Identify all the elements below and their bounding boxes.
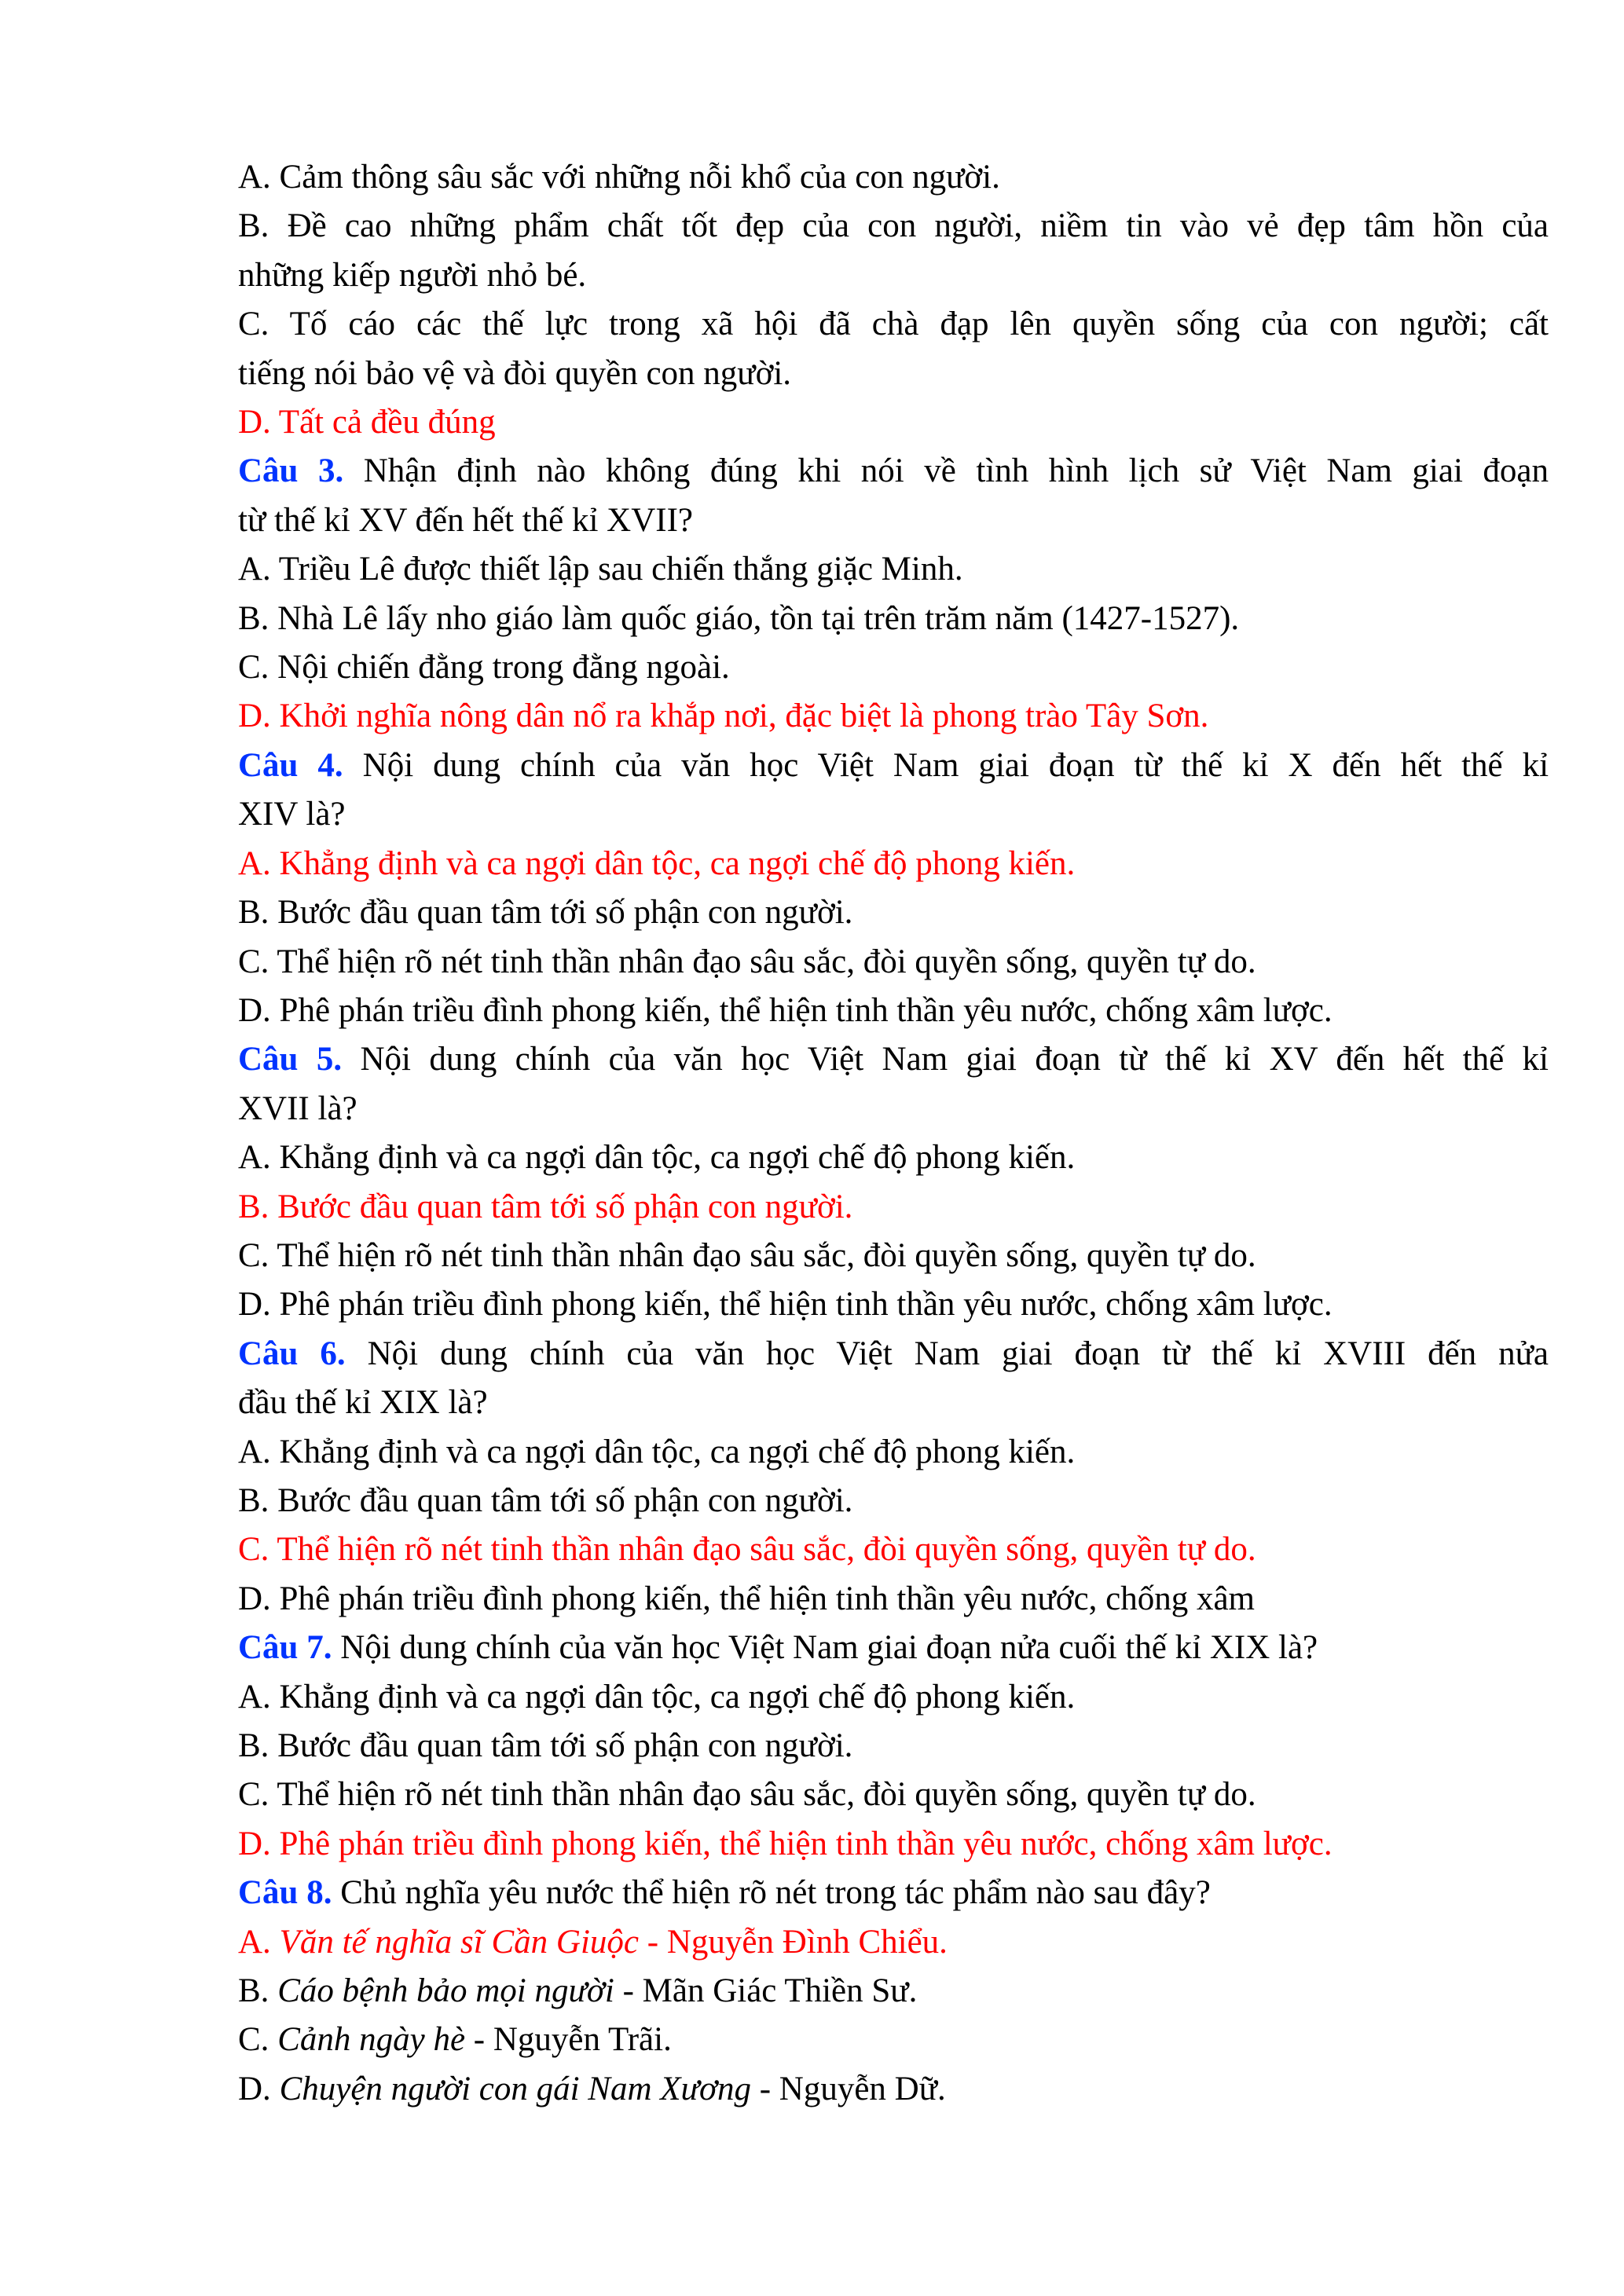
question-number: Câu 4. bbox=[238, 746, 343, 784]
q3-option-a: A. Triều Lê được thiết lập sau chiến thắng giặc Minh. bbox=[238, 551, 963, 588]
q5-option-c: C. Thể hiện rõ nét tinh thần nhân đạo sâu sắc, đòi quyền sống, quyền tự do. bbox=[238, 1236, 1256, 1274]
option-a: A. Cảm thông sâu sắc với những nỗi khổ của con người. bbox=[238, 159, 1000, 196]
q3-option-d-correct: D. Khởi nghĩa nông dân nổ ra khắp nơi, đặc biệt là phong trào Tây Sơn. bbox=[238, 698, 1209, 735]
question-4 bbox=[238, 742, 1549, 790]
q6-option-a: A. Khẳng định và ca ngợi dân tộc, ca ngợi chế độ phong kiến. bbox=[238, 1433, 1076, 1470]
work-title: Văn tế nghĩa sĩ Cần Giuộc bbox=[279, 1923, 640, 1961]
question-5 bbox=[238, 1035, 1549, 1084]
q3-option-b: B. Nhà Lê lấy nho giáo làm quốc giáo, tồn tại trên trăm năm (1427-1527). bbox=[238, 599, 1240, 637]
q8-option-a-correct bbox=[238, 1918, 1549, 1967]
q4-option-b: B. Bước đầu quan tâm tới số phận con người. bbox=[238, 894, 853, 932]
question-8 bbox=[238, 1869, 1549, 1917]
question-3-continuation: từ thế kỉ XV đến hết thế kỉ XVII? bbox=[238, 501, 693, 539]
option-letter: D. bbox=[238, 2070, 280, 2107]
q4-option-d: D. Phê phán triều đình phong kiến, thể hiện tinh thần yêu nước, chống xâm lược. bbox=[238, 991, 1333, 1029]
question-6-continuation: đầu thế kỉ XIX là? bbox=[238, 1384, 488, 1422]
q5-option-b-correct: B. Bước đầu quan tâm tới số phận con người. bbox=[238, 1188, 853, 1225]
q8-option-b bbox=[238, 1967, 1549, 2016]
work-author: - Nguyễn Dữ. bbox=[750, 2070, 946, 2107]
option-b-continuation: những kiếp người nhỏ bé. bbox=[238, 256, 587, 294]
work-title: Cảnh ngày hè bbox=[277, 2021, 466, 2059]
question-text: Nội dung chính của văn học Việt Nam giai đoạn từ thế kỉ XV đến hết thế kỉ bbox=[342, 1041, 1549, 1078]
option-b: B. Đề cao những phẩm chất tốt đẹp của con người, niềm tin vào vẻ đẹp tâm hồn của bbox=[238, 207, 1549, 245]
q7-option-b: B. Bước đầu quan tâm tới số phận con người. bbox=[238, 1727, 853, 1764]
option-letter: C. bbox=[238, 2021, 278, 2059]
question-number: Câu 8. bbox=[238, 1874, 332, 1912]
q6-option-c-correct: C. Thể hiện rõ nét tinh thần nhân đạo sâu sắc, đòi quyền sống, quyền tự do. bbox=[238, 1531, 1256, 1569]
q5-option-d: D. Phê phán triều đình phong kiến, thể hiện tinh thần yêu nước, chống xâm lược. bbox=[238, 1286, 1333, 1324]
work-author: - Nguyễn Đình Chiểu. bbox=[639, 1923, 948, 1961]
question-number: Câu 7. bbox=[238, 1629, 332, 1667]
question-number: Câu 3. bbox=[238, 452, 344, 490]
option-c: C. Tố cáo các thế lực trong xã hội đã chà đạp lên quyền sống của con người; cất bbox=[238, 306, 1549, 343]
work-author: - Nguyễn Trãi. bbox=[465, 2021, 672, 2059]
question-number: Câu 6. bbox=[238, 1335, 346, 1372]
q6-option-d: D. Phê phán triều đình phong kiến, thể hiện tinh thần yêu nước, chống xâm bbox=[238, 1580, 1255, 1617]
option-letter: B. bbox=[238, 1972, 278, 2010]
work-title: Cáo bệnh bảo mọi người bbox=[277, 1972, 614, 2010]
q7-option-c: C. Thể hiện rõ nét tinh thần nhân đạo sâu sắc, đòi quyền sống, quyền tự do. bbox=[238, 1776, 1256, 1814]
q7-option-a: A. Khẳng định và ca ngợi dân tộc, ca ngợi chế độ phong kiến. bbox=[238, 1678, 1076, 1716]
question-text: Chủ nghĩa yêu nước thể hiện rõ nét trong tác phẩm nào sau đây? bbox=[332, 1874, 1211, 1912]
question-text: Nội dung chính của văn học Việt Nam giai đoạn từ thế kỉ XVIII đến nửa bbox=[345, 1335, 1549, 1372]
q4-option-c: C. Thể hiện rõ nét tinh thần nhân đạo sâu sắc, đòi quyền sống, quyền tự do. bbox=[238, 943, 1256, 980]
question-text: Nhận định nào không đúng khi nói về tình hình lịch sử Việt Nam giai đoạn bbox=[343, 452, 1549, 490]
question-6 bbox=[238, 1330, 1549, 1379]
q3-option-c: C. Nội chiến đằng trong đằng ngoài. bbox=[238, 649, 730, 687]
question-7 bbox=[238, 1624, 1549, 1672]
option-letter: A. bbox=[238, 1923, 280, 1961]
work-title: Chuyện người con gái Nam Xương bbox=[279, 2070, 751, 2107]
question-5-continuation: XVII là? bbox=[238, 1089, 357, 1127]
option-c-continuation: tiếng nói bảo vệ và đòi quyền con người. bbox=[238, 354, 792, 392]
question-text: Nội dung chính của văn học Việt Nam giai đoạn từ thế kỉ X đến hết thế kỉ bbox=[343, 746, 1549, 784]
question-number: Câu 5. bbox=[238, 1041, 343, 1078]
q5-option-a: A. Khẳng định và ca ngợi dân tộc, ca ngợi chế độ phong kiến. bbox=[238, 1139, 1076, 1177]
q8-option-d bbox=[238, 2065, 1549, 2114]
work-author: - Mãn Giác Thiền Sư. bbox=[614, 1972, 918, 2010]
question-3 bbox=[238, 447, 1549, 496]
question-4-continuation: XIV là? bbox=[238, 796, 346, 833]
question-text: Nội dung chính của văn học Việt Nam giai đoạn nửa cuối thế kỉ XIX là? bbox=[332, 1629, 1318, 1667]
option-d-correct: D. Tất cả đều đúng bbox=[238, 404, 496, 441]
q8-option-c bbox=[238, 2016, 1549, 2064]
q7-option-d-correct: D. Phê phán triều đình phong kiến, thể hiện tinh thần yêu nước, chống xâm lược. bbox=[238, 1825, 1333, 1862]
q6-option-b: B. Bước đầu quan tâm tới số phận con người. bbox=[238, 1481, 853, 1519]
q4-option-a-correct: A. Khẳng định và ca ngợi dân tộc, ca ngợi chế độ phong kiến. bbox=[238, 844, 1076, 882]
